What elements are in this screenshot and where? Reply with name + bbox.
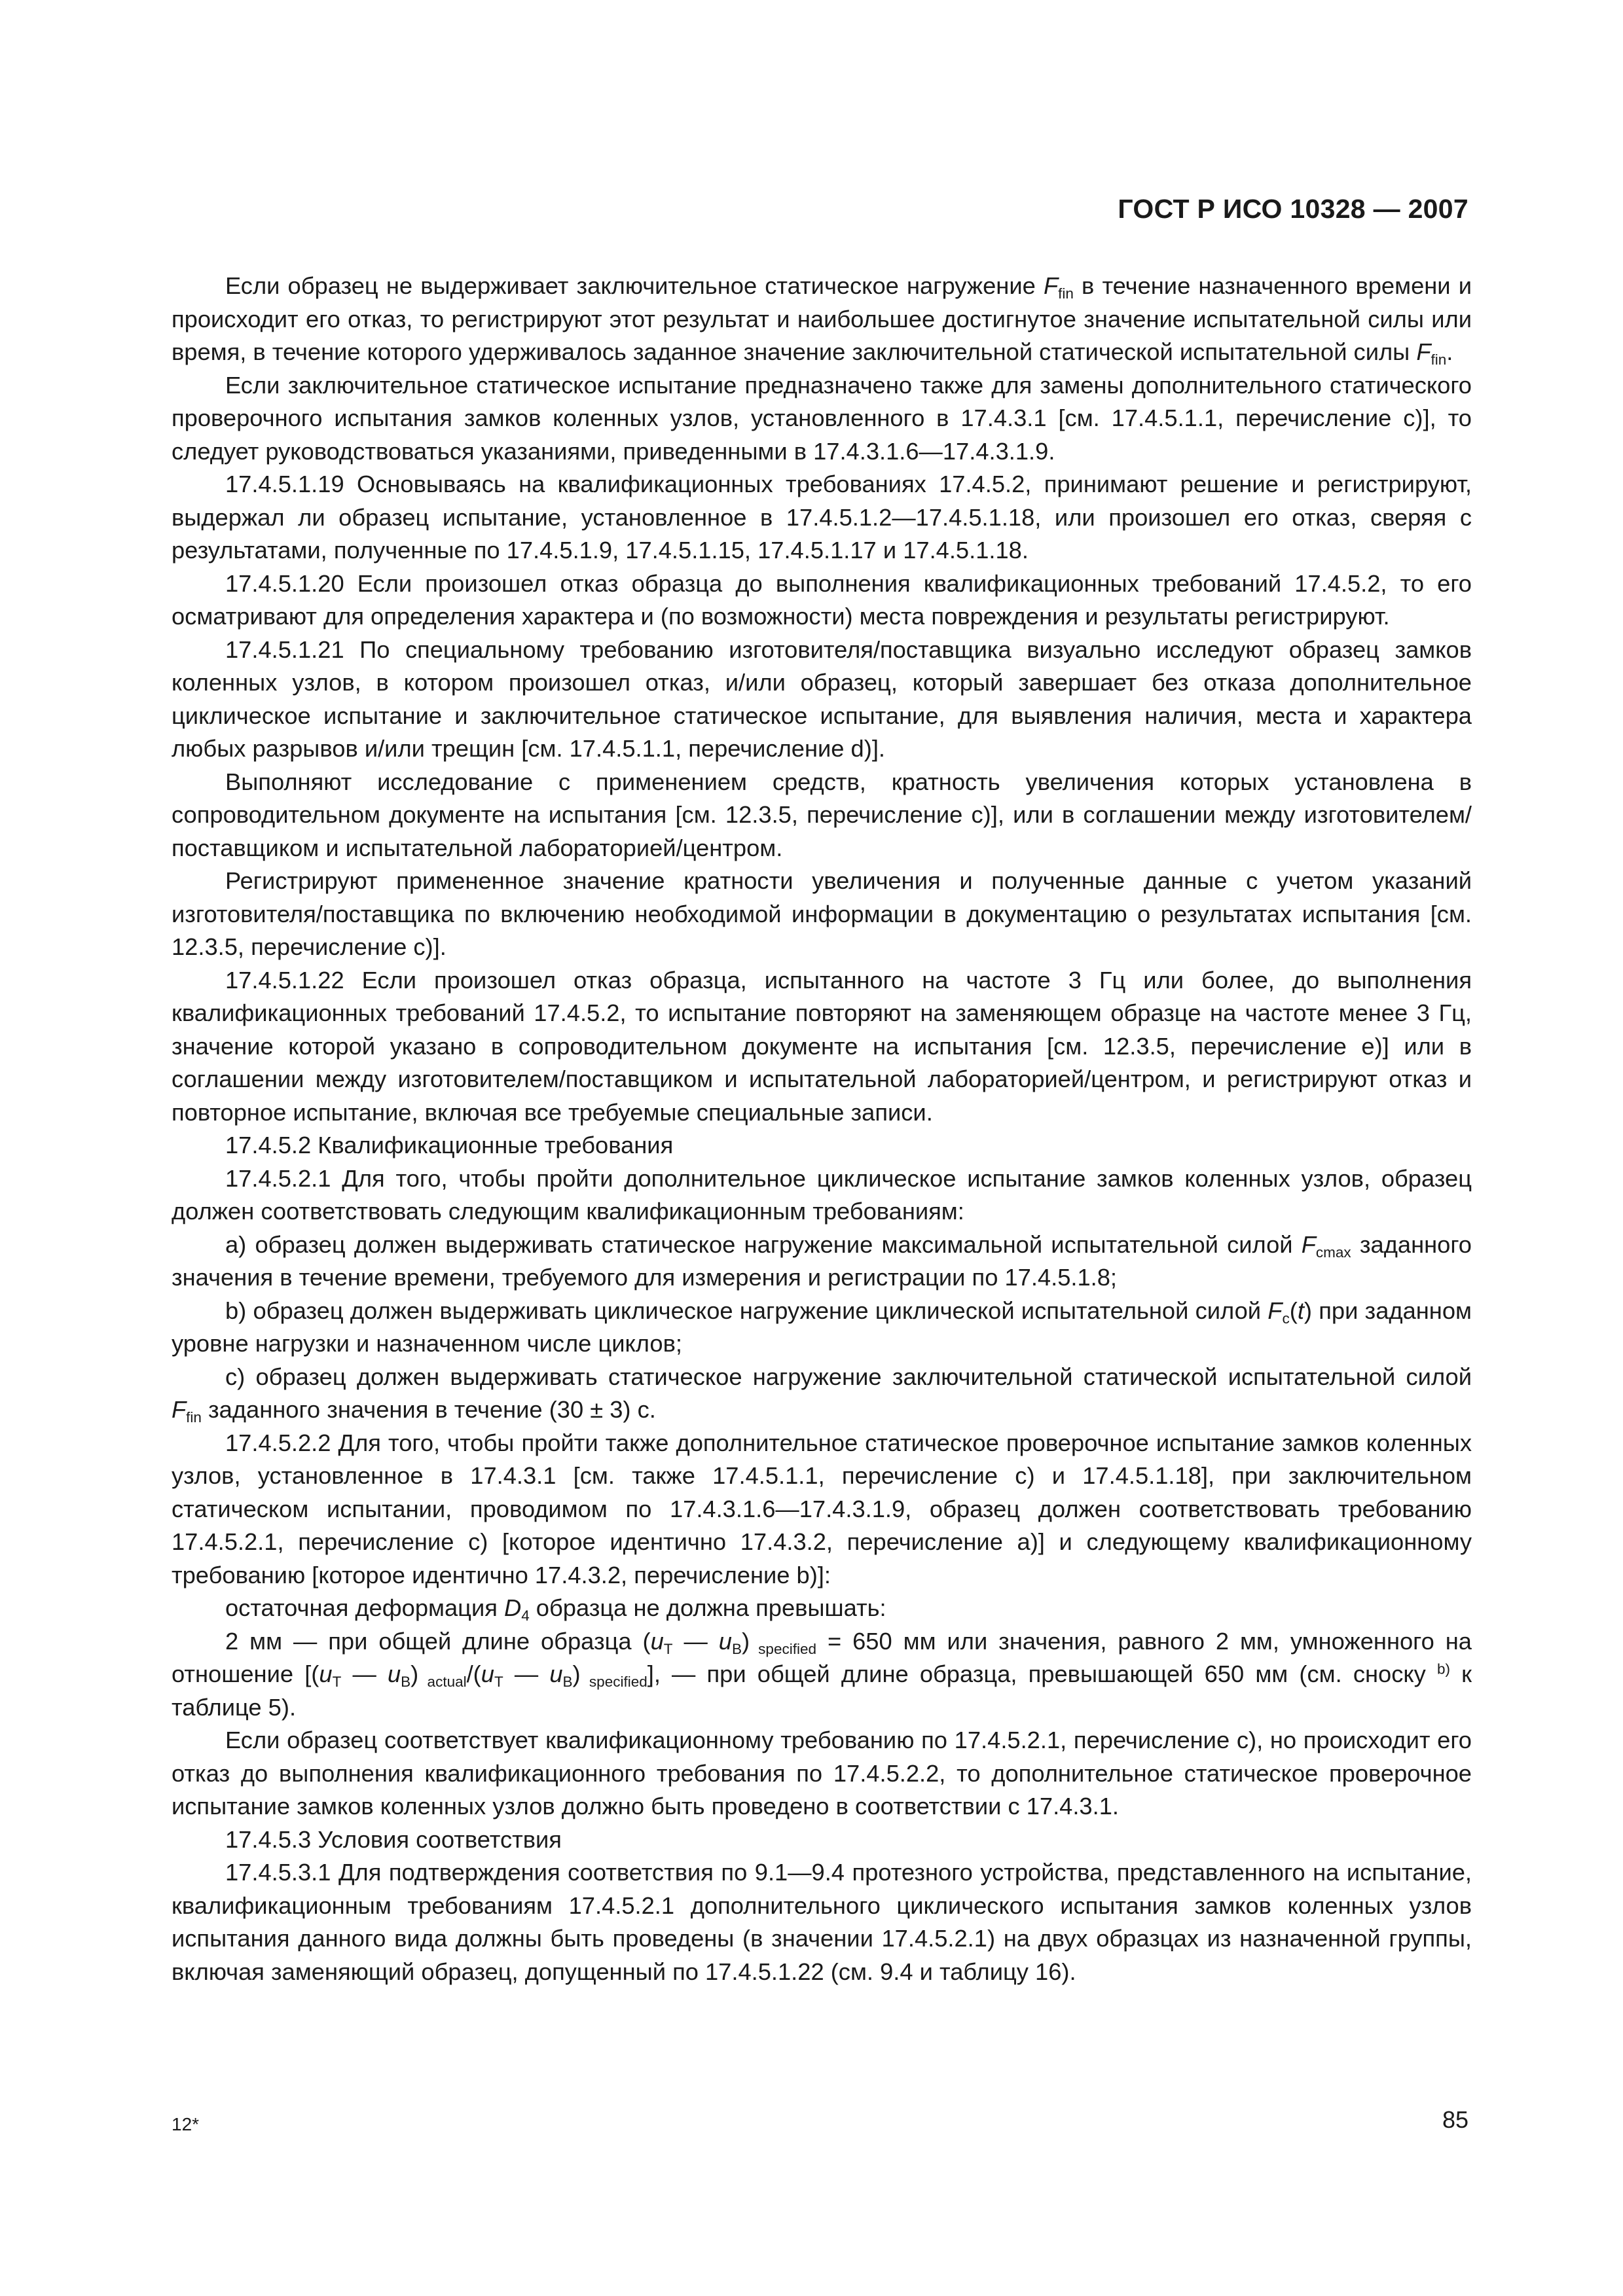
paragraph-2: Если заключительное статическое испытание предназначено также для замены дополнительного статического проверочного испытания замков коленных узлов, установленного в 17.4.3.1 [см. 17.4.5.1.1, перечисление с)], то следует руководствоваться указаниями, приведенными в 17.4.3.1.6—17.4.3.1.9.	[172, 371, 1472, 465]
paragraph-5: 17.4.5.1.21 По специальному требованию изготовителя/поставщика визуально исследуют образец замков коленных узлов, в котором произошел отказ, и/или образец, который завершает без отказа дополнительное циклическое испытание и заключительное статическое испытание, для выявления наличия, места и характера любых разрывов и/или трещин [см. 17.4.5.1.1, перечисление d)].	[172, 636, 1472, 762]
paragraph-10: 17.4.5.2.1 Для того, чтобы пройти дополнительное циклическое испытание замков коленных узлов, образец должен соответствовать следующим квалификационным требованиям:	[172, 1164, 1472, 1225]
paragraph-17: Если образец соответствует квалификационному требованию по 17.4.5.2.1, перечисление с), но происходит его отказ до выполнения квалификационного требования по 17.4.5.2.2, то дополнительное статическое проверочное испытание замков коленных узлов должно быть проведено в соответствии с 17.4.3.1.	[172, 1727, 1472, 1820]
page-number: 85	[1442, 2106, 1468, 2133]
list-item-a: a) образец должен выдерживать статическое нагружение максимальной испытательной силой $F_{cmax}$ заданного значения в течение времени, требуемого для измерения и регистрации по 17.4.5.1.8;	[172, 1230, 1472, 1291]
paragraph-14: 17.4.5.2.2 Для того, чтобы пройти также дополнительное статическое проверочное испытание замков коленных узлов, установленное в 17.4.3.1 [см. также 17.4.5.1.1, перечисление с) и 17.4.5.1.18], при заключительном статическом испытании, проводимом по 17.4.3.1.6—17.4.3.1.9, образец должен соответствовать требованию 17.4.5.2.1, перечисление с) [которое идентично 17.4.3.2, перечисление а)] и следующему квалификационному требованию [которое идентично 17.4.3.2, перечисление b)]:	[172, 1429, 1472, 1588]
list-item-c: c) образец должен выдерживать статическое нагружение заключительной статической испытательной силой $F_{fin}$ заданного значения в течение (30 ± 3) с.	[172, 1363, 1472, 1426]
paragraph-16: 2 мм — при общей длине образца ($u_T$ — $u_B$) $_{specified}$ = 650 мм или значения, равного 2 мм, умноженного на отношение [($u_T$ — $u_B$) $_{actual}/(u_T$ — $u_B$) $_{specified}$], — при общей длине образца, превышающей 650 мм (см. сноску $^{b)}$ к таблице 5).	[172, 1627, 1472, 1721]
paragraph-15: остаточная деформация $D_4$ образца не должна превышать:	[225, 1594, 886, 1624]
body-text	[172, 270, 1472, 1988]
paragraph-7: Регистрируют примененное значение кратности увеличения и полученные данные с учетом указаний изготовителя/поставщика по включению необходимой информации в документацию о результатах испытания [см. 12.3.5, перечисление с)].	[172, 867, 1472, 960]
document-header: ГОСТ Р ИСО 10328 — 2007	[1118, 194, 1468, 224]
paragraph-6: Выполняют исследование с применением средств, кратность увеличения которых установлена в сопроводительном документе на испытания [см. 12.3.5, перечисление с)], или в соглашении между изготовителем/поставщиком и испытательной лабораторией/центром.	[172, 768, 1472, 861]
paragraph-8: 17.4.5.1.22 Если произошел отказ образца, испытанного на частоте 3 Гц или более, до выполнения квалификационных требований 17.4.5.2, то испытание повторяют на заменяющем образце на частоте менее 3 Гц, значение которой указано в сопроводительном документе на испытания [см. 12.3.5, перечисление е)] или в соглашении между изготовителем/поставщиком и испытательной лабораторией/центром, и регистрируют отказ и повторное испытание, включая все требуемые специальные записи.	[172, 966, 1472, 1126]
paragraph-19: 17.4.5.3.1 Для подтверждения соответствия по 9.1—9.4 протезного устройства, представленного на испытание, квалификационным требованиям 17.4.5.2.1 дополнительного циклического испытания замков коленных узлов испытания данного вида должны быть проведены (в значении 17.4.5.2.1) на двух образцах из назначенной группы, включая заменяющий образец, допущенный по 17.4.5.1.22 (см. 9.4 и таблицу 16).	[172, 1859, 1472, 1985]
paragraph-4: 17.4.5.1.20 Если произошел отказ образца до выполнения квалификационных требований 17.4.5.2, то его осматривают для определения характера и (по возможности) места повреждения и результаты регистрируют.	[172, 569, 1472, 630]
section-heading-17-4-5-2: 17.4.5.2 Квалификационные требования	[225, 1132, 674, 1158]
paragraph-3: 17.4.5.1.19 Основываясь на квалификационных требованиях 17.4.5.2, принимают решение и регистрируют, выдержал ли образец испытание, установленное в 17.4.5.1.2—17.4.5.1.18, или произошел его отказ, сверяя с результатами, полученные по 17.4.5.1.9, 17.4.5.1.15, 17.4.5.1.17 и 17.4.5.1.18.	[172, 471, 1472, 564]
list-item-b: b) образец должен выдерживать циклическое нагружение циклической испытательной силой $F_c(t)$ при заданном уровне нагрузки и назначенном числе циклов;	[172, 1297, 1472, 1357]
paragraph-1: Если образец не выдерживает заключительное статическое нагружение $F_{fin}$ в течение назначенного времени и происходит его отказ, то регистрируют этот результат и наибольшее достигнутое значение испытательной силы или время, в течение которого удерживалось заданное значение заключительной статической испытательной силы $F_{fin}$.	[172, 272, 1472, 368]
sheet-mark: 12*	[172, 2114, 200, 2134]
section-heading-17-4-5-3: 17.4.5.3 Условия соответствия	[225, 1825, 562, 1853]
